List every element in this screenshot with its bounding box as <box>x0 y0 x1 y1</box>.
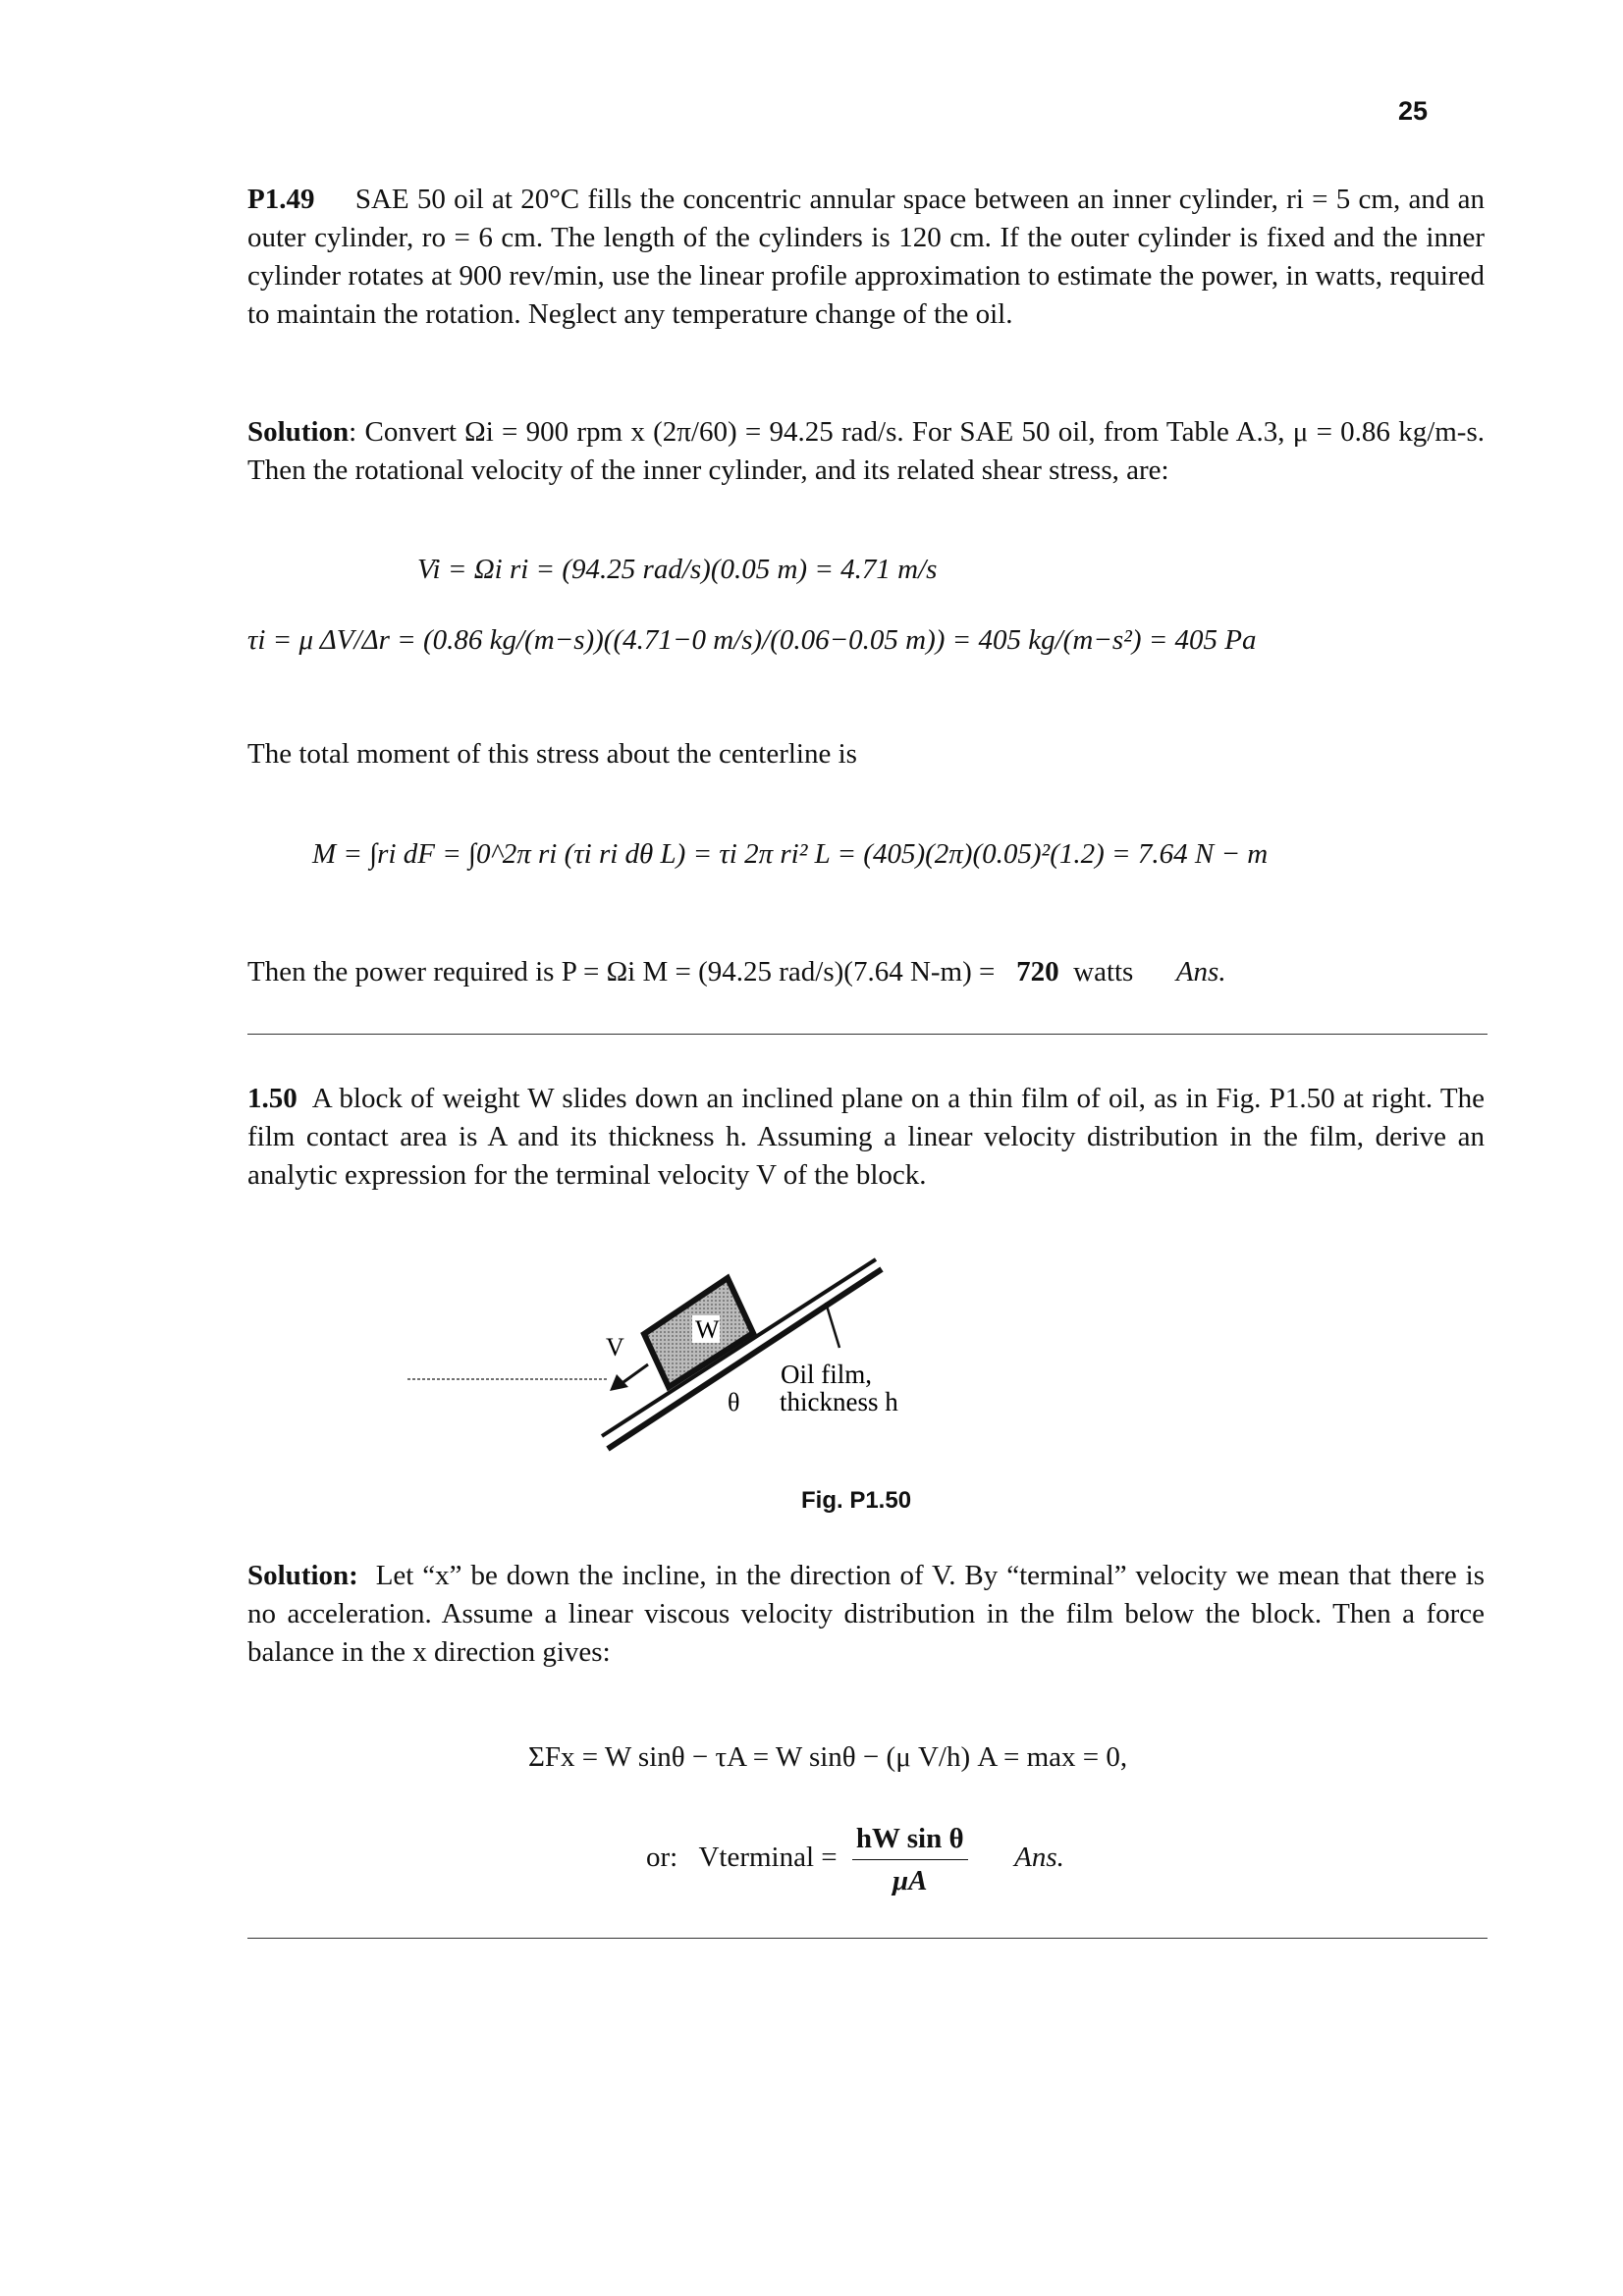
velocity-label: V <box>606 1333 624 1362</box>
force-balance-equation: ΣFx = W sinθ − τA = W sinθ − (μ V/h) A = max = 0, <box>528 1741 1128 1773</box>
moment-equation: M = ∫ri dF = ∫0^2π ri (τi ri dθ L) = τi 2π ri² L = (405)(2π)(0.05)²(1.2) = 7.64 N − m <box>312 838 1269 870</box>
shear-equation: τi = μ ΔV/Δr = (0.86 kg/(m−s))((4.71−0 m/s)/(0.06−0.05 m)) = 405 kg/(m−s²) = 405 Pa <box>247 624 1257 656</box>
solution-text: Let “x” be down the incline, in the direction of V. By “terminal” velocity we mean that there is no acceleration. Assume a linear viscous velocity distribution in the film below the block. Then a force balance in the x direction gives: <box>247 1560 1485 1668</box>
result-denominator: μA <box>893 1865 928 1896</box>
film-label-2: thickness h <box>780 1387 898 1416</box>
page-number: 25 <box>1398 96 1429 126</box>
power-answer: 720 <box>1016 956 1059 988</box>
problem-label: 1.50 <box>247 1083 298 1114</box>
power-unit: watts <box>1073 956 1134 988</box>
solution-label: Solution: <box>247 1560 358 1591</box>
ans-label: Ans. <box>1175 956 1226 988</box>
solution-text: : Convert Ωi = 900 rpm x (2π/60) = 94.25 rad/s. For SAE 50 oil, from Table A.3, μ = 0.86 kg/m-s. Then the rotational velocity of the inner cylinder, and its related shear stress, are: <box>247 416 1485 486</box>
result-numerator: hW sin θ <box>852 1818 968 1860</box>
problem-text: SAE 50 oil at 20°C fills the concentric annular space between an inner cylinder, ri = 5 cm, and an outer cylinder, ro = 6 cm. The length of the cylinders is 120 cm. If the outer cylinder is fixed and the inner cylinder rotates at 900 rev/min, use the linear profile approximation to estimate the power, in watts, required to maintain the rotation. Neglect any temperature change of the oil. <box>247 184 1485 330</box>
block-label: W <box>695 1315 720 1344</box>
solution-1-50 <box>247 1557 1485 1672</box>
problem-label: P1.49 <box>247 184 315 215</box>
result-lhs: Vterminal = <box>698 1842 838 1874</box>
angle-label: θ <box>728 1388 740 1416</box>
problem-text: A block of weight W slides down an inclined plane on a thin film of oil, as in Fig. P1.50 at right. The film contact area is A and its thickness h. Assuming a linear velocity distribution in the film, derive an analytic expression for the terminal velocity V of the block. <box>247 1083 1485 1191</box>
ans-label: Ans. <box>1014 1842 1064 1874</box>
film-leader-line <box>826 1303 839 1348</box>
moment-intro: The total moment of this stress about the centerline is <box>247 738 857 770</box>
velocity-equation: Vi = Ωi ri = (94.25 rad/s)(0.05 m) = 4.71 m/s <box>417 554 938 585</box>
film-label-1: Oil film, <box>781 1360 872 1389</box>
divider <box>247 1938 1488 1939</box>
arrow-head-icon <box>610 1374 628 1391</box>
result-prefix: or: <box>646 1842 678 1874</box>
power-text: Then the power required is P = Ωi M = (94.25 rad/s)(7.64 N-m) = <box>247 956 996 988</box>
terminal-velocity-result <box>646 1818 1064 1901</box>
figure-caption: Fig. P1.50 <box>801 1487 912 1514</box>
velocity-arrow <box>623 1364 648 1382</box>
solution-label: Solution <box>247 416 350 448</box>
